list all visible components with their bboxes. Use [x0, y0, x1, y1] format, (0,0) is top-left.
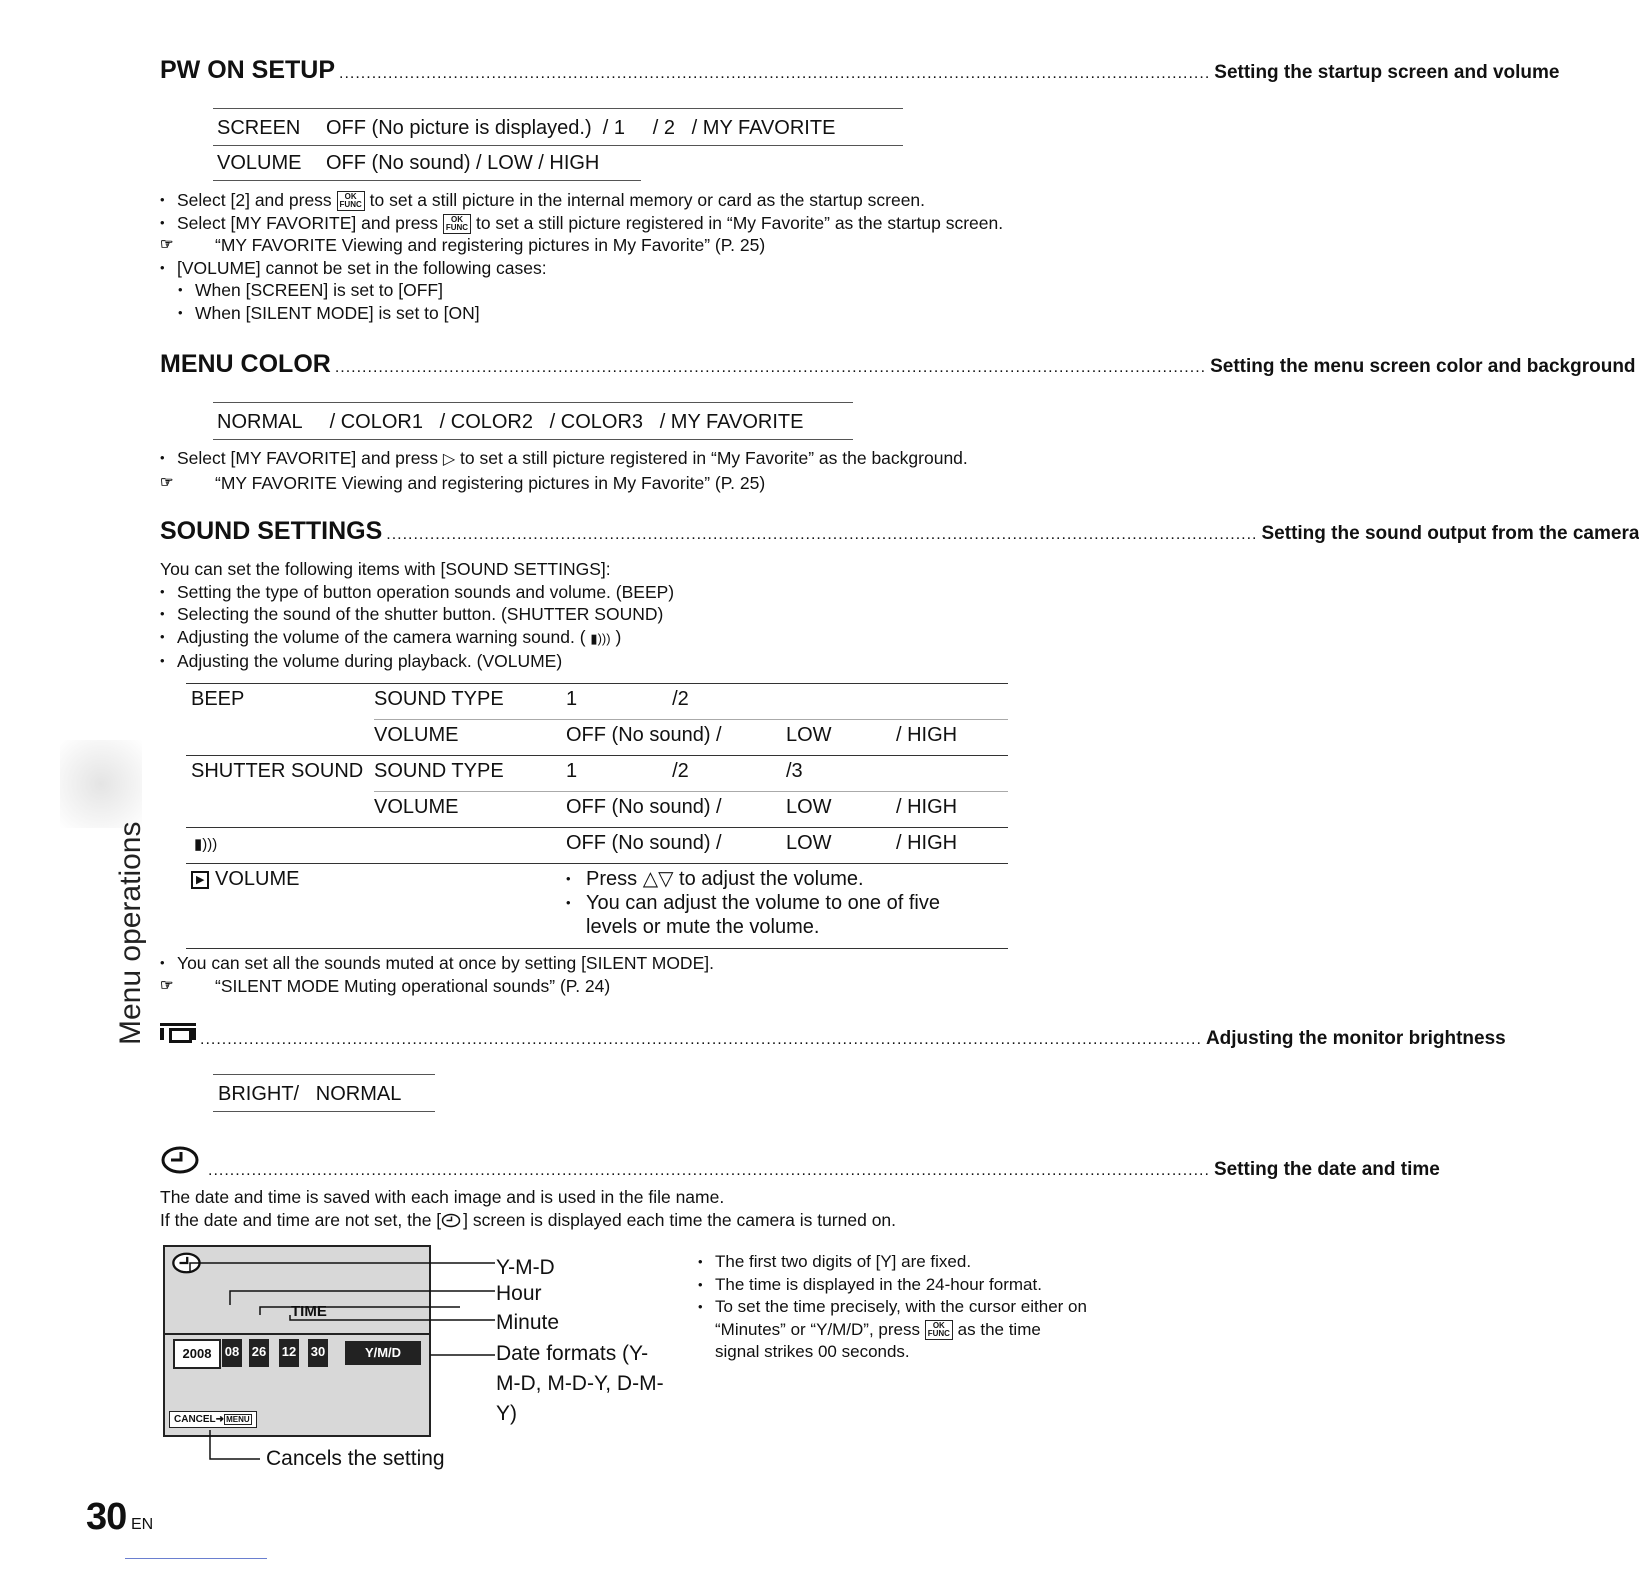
reference-icon: ☞: [160, 473, 174, 491]
monitor-brightness-heading: ........................................................................................................................................................................................ Adjusting the monitor brightness: [160, 1023, 1088, 1050]
date-time-heading: ........................................................................................................................................................................................ Setting the date and time: [160, 1145, 1088, 1182]
sound-settings-heading: SOUND SETTINGS ................................................................................................................................................................ Setting the sound output from the camera: [160, 517, 1639, 545]
table-row: SHUTTER SOUND SOUND TYPE 1 /2 /3: [186, 756, 1008, 792]
reference-icon: ☞: [160, 236, 174, 253]
side-tab-label: Menu operations: [114, 821, 147, 1045]
speaker-icon: ▮))): [194, 836, 218, 853]
menu-color-options: NORMAL / COLOR1 / COLOR2 / COLOR3 / MY FAVORITE: [213, 402, 853, 440]
table-row: BEEP SOUND TYPE 1 /2: [186, 684, 1008, 720]
side-tab-marker: [60, 740, 142, 828]
ok-func-button-icon: OK FUNC: [337, 191, 365, 211]
monitor-brightness-options: BRIGHT/ NORMAL: [213, 1074, 435, 1112]
menu-color-heading: MENU COLOR ................................................................................................................................................................ Setting the menu screen color and background: [160, 350, 1636, 378]
ok-func-button-icon: OK FUNC: [443, 214, 471, 234]
list-item: • Select [MY FAVORITE] and press ▷ to set a still picture registered in “My Favorite” as the background.: [160, 447, 1100, 472]
clock-icon: [441, 1210, 463, 1230]
volume-option-row: [213, 146, 641, 181]
year-field: 2008: [173, 1339, 221, 1369]
list-item: • Press △▽ to adjust the volume.: [566, 867, 1008, 891]
callout-cancel: Cancels the setting: [266, 1447, 445, 1470]
section-subtitle: Setting the sound output from the camera: [1261, 523, 1639, 544]
callout-ymd: Y-M-D: [496, 1256, 555, 1279]
cross-reference: ☞ “MY FAVORITE Viewing and registering pictures in My Favorite” (P. 25): [160, 235, 766, 255]
sound-settings-table: [186, 683, 1008, 949]
pw-on-setup-notes: [160, 189, 1100, 324]
callout-lines: [160, 1245, 500, 1475]
hour-field: 12: [279, 1339, 299, 1367]
speaker-icon: ▮))): [590, 630, 611, 646]
list-item: • Select [2] and press OK FUNC to set a still picture in the internal memory or card as the startup screen.: [160, 189, 1100, 212]
callout-date-formats: Date formats (Y-M-D, M-D-Y, D-M-Y): [496, 1342, 664, 1425]
screen-options: OFF (No picture is displayed.) / 1 / 2 / MY FAVORITE: [326, 117, 836, 139]
screen-option-row: [213, 108, 903, 146]
list-item: • You can set all the sounds muted at once by setting [SILENT MODE].: [160, 952, 1100, 975]
section-subtitle: Setting the date and time: [1213, 1159, 1440, 1180]
ok-func-button-icon: OK FUNC: [925, 1320, 953, 1340]
list-item: • When [SILENT MODE] is set to [ON]: [178, 302, 1100, 325]
sound-settings-intro: You can set the following items with [SOUND SETTINGS]: • Setting the type of button operation sounds and volume. (BEEP) • Selecting the sound of the shutter button. (SHUTTER SOUND) • Adjusting the volume of the camera warning sound. ( ▮))) ) • Adjusting the volume during playback. (VOLUME): [160, 558, 1100, 673]
section-title: MENU COLOR: [160, 350, 331, 378]
volume-options: OFF (No sound) / LOW / HIGH: [326, 152, 600, 174]
date-time-tips: [698, 1251, 1088, 1364]
clock-icon: [160, 1145, 204, 1182]
section-subtitle: Setting the menu screen color and background: [1210, 356, 1636, 377]
list-item: • [VOLUME] cannot be set in the following cases:: [160, 257, 1100, 280]
list-item: • The first two digits of [Y] are fixed.: [698, 1251, 1088, 1274]
table-row: ▮))) OFF (No sound) / LOW / HIGH: [186, 828, 1008, 864]
section-title: PW ON SETUP: [160, 56, 336, 84]
screen-time-label: TIME: [291, 1303, 327, 1320]
table-row: VOLUME OFF (No sound) / LOW / HIGH: [186, 792, 1008, 828]
list-item: • You can adjust the volume to one of five levels or mute the volume.: [566, 891, 976, 939]
date-time-intro: The date and time is saved with each image and is used in the file name. If the date and time are not set, the [ ] screen is displayed each time the camera is turned on.: [160, 1187, 897, 1230]
playback-icon: ▶: [191, 871, 209, 889]
list-item: • Adjusting the volume of the camera warning sound. ( ▮))) ): [160, 626, 1100, 651]
pw-on-setup-heading: PW ON SETUP ................................................................................................................................................................ Setting the startup screen and volume: [160, 56, 1560, 84]
cross-reference: ☞ “MY FAVORITE Viewing and registering pictures in My Favorite” (P. 25): [160, 472, 766, 493]
right-arrow-icon: ▷: [442, 451, 456, 468]
list-item: • To set the time precisely, with the cursor either on “Minutes” or “Y/M/D”, press OK FUNC as the time signal strikes 00 seconds.: [698, 1296, 1088, 1364]
minute-field: 30: [308, 1339, 328, 1367]
list-item: • Select [MY FAVORITE] and press OK FUNC to set a still picture registered in “My Favorite” as the startup screen.: [160, 212, 1100, 235]
screen-label: SCREEN: [217, 117, 301, 139]
month-field: 08: [222, 1339, 242, 1367]
callout-hour: Hour: [496, 1282, 542, 1305]
table-row: VOLUME OFF (No sound) / LOW / HIGH: [186, 720, 1008, 756]
list-item: • Adjusting the volume during playback. (VOLUME): [160, 650, 1100, 673]
cross-reference: ☞ “SILENT MODE Muting operational sounds” (P. 24): [160, 975, 611, 996]
page-language: EN: [131, 1516, 154, 1533]
cancel-menu-hint: CANCEL➜ MENU: [169, 1411, 257, 1428]
list-item: • The time is displayed in the 24-hour format.: [698, 1274, 1088, 1297]
list-item: • Setting the type of button operation sounds and volume. (BEEP): [160, 581, 1100, 604]
monitor-brightness-icon: [160, 1023, 196, 1047]
reference-icon: ☞: [160, 976, 174, 994]
up-down-arrow-icon: △▽: [642, 868, 674, 890]
section-title: SOUND SETTINGS: [160, 517, 383, 545]
section-subtitle: Adjusting the monitor brightness: [1205, 1028, 1506, 1049]
format-field: Y/M/D: [345, 1341, 421, 1365]
day-field: 26: [249, 1339, 269, 1367]
section-subtitle: Setting the startup screen and volume: [1214, 62, 1560, 83]
menu-color-notes: [160, 447, 1100, 494]
sound-settings-notes: [160, 952, 1100, 997]
page-number: 30: [86, 1496, 127, 1538]
table-row: ▶ VOLUME • Press △▽ to adjust the volume. • You can adjust the volume to one of five levels or mute the volume.: [186, 864, 1008, 949]
callout-minute: Minute: [496, 1311, 560, 1334]
volume-label: VOLUME: [217, 152, 302, 174]
list-item: • When [SCREEN] is set to [OFF]: [178, 279, 1100, 302]
list-item: • Selecting the sound of the shutter button. (SHUTTER SOUND): [160, 603, 1100, 626]
